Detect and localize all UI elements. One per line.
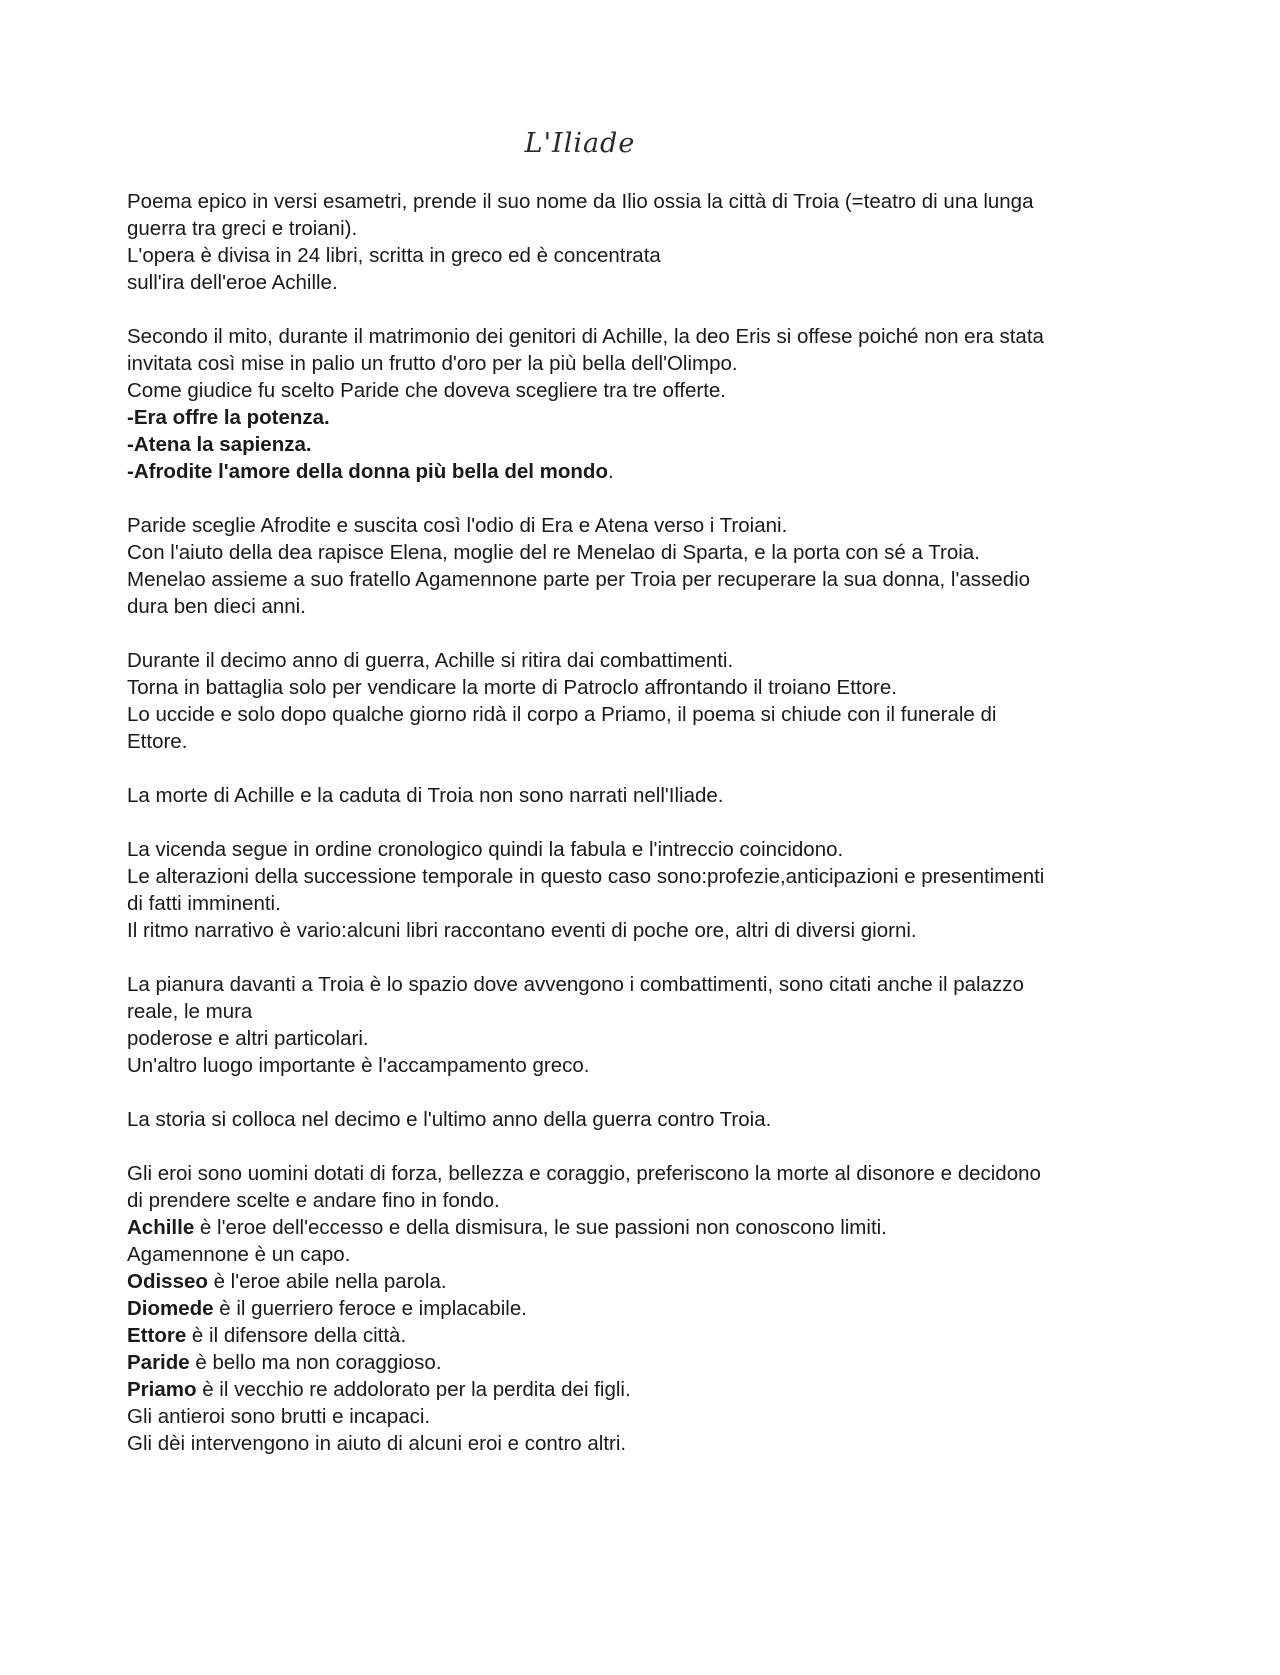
text-line: Gli antieroi sono brutti e incapaci. [127, 1405, 431, 1428]
hero-name: Ettore [127, 1324, 187, 1347]
offer-atena: -Atena la sapienza. [127, 433, 312, 456]
text-line: La morte di Achille e la caduta di Troia non sono narrati nell'Iliade. [127, 784, 724, 807]
text-line: La vicenda segue in ordine cronologico quindi la fabula e l'intreccio coincidono. [127, 838, 844, 861]
hero-name: Diomede [127, 1297, 214, 1320]
text-line: Con l'aiuto della dea rapisce Elena, moglie del re Menelao di Sparta, e la porta con sé a Troia. [127, 541, 980, 564]
paragraph-vicenda [127, 836, 1167, 944]
text-line: Un'altro luogo importante è l'accampamento greco. [127, 1054, 590, 1077]
text-line: L'opera è divisa in 24 libri, scritta in greco ed è concentrata [127, 244, 661, 267]
text-line: invitata così mise in palio un frutto d'oro per la più bella dell'Olimpo. [127, 352, 738, 375]
text-line: Ettore. [127, 730, 188, 753]
text-line: sull'ira dell'eroe Achille. [127, 271, 338, 294]
offer-afrodite: -Afrodite l'amore della donna più bella del mondo [127, 460, 608, 483]
hero-name: Priamo [127, 1378, 197, 1401]
paragraph-intro [127, 188, 1167, 296]
hero-name: Odisseo [127, 1270, 208, 1293]
hero-name: Paride [127, 1351, 190, 1374]
text-line: Torna in battaglia solo per vendicare la morte di Patroclo affrontando il troiano Ettore. [127, 676, 897, 699]
document-title: L'Iliade [524, 128, 636, 159]
text-line: Poema epico in versi esametri, prende il suo nome da Ilio ossia la città di Troia (=teatro di una lunga [127, 190, 1034, 213]
text-line: Gli dèi intervengono in aiuto di alcuni eroi e contro altri. [127, 1432, 627, 1455]
offer-era: -Era offre la potenza. [127, 406, 330, 429]
text-line: Agamennone è un capo. [127, 1243, 351, 1266]
hero-line-paride [127, 1349, 1167, 1376]
text-line: di fatti imminenti. [127, 892, 281, 915]
paragraph-paride [127, 512, 1167, 620]
text-line: Menelao assieme a suo fratello Agamennone parte per Troia per recuperare la sua donna, l'assedio [127, 568, 1031, 591]
text-line: Secondo il mito, durante il matrimonio dei genitori di Achille, la deo Eris si offese poiché non era stata [127, 325, 1044, 348]
offer-line [127, 458, 1167, 485]
paragraph-spazio [127, 971, 1167, 1079]
hero-description: è bello ma non coraggioso. [189, 1351, 442, 1374]
hero-description: è il guerriero feroce e implacabile. [213, 1297, 527, 1320]
text-line: Lo uccide e solo dopo qualche giorno ridà il corpo a Priamo, il poema si chiude con il funerale di [127, 703, 997, 726]
text-line: dura ben dieci anni. [127, 595, 306, 618]
text-line: reale, le mura [127, 1000, 253, 1023]
offer-afrodite-period: . [607, 460, 614, 483]
hero-description: è l'eroe abile nella parola. [207, 1270, 447, 1293]
paragraph-morte-achille [127, 782, 1167, 809]
text-line: Le alterazioni della successione temporale in questo caso sono:profezie,anticipazioni e presentimenti [127, 865, 1045, 888]
hero-line-ettore [127, 1322, 1167, 1349]
paragraph-myth [127, 323, 1167, 485]
hero-line-diomede [127, 1295, 1167, 1322]
text-line: Il ritmo narrativo è vario:alcuni libri raccontano eventi di poche ore, altri di diversi giorni. [127, 919, 917, 942]
hero-description: è il difensore della città. [186, 1324, 407, 1347]
text-line: La storia si colloca nel decimo e l'ultimo anno della guerra contro Troia. [127, 1108, 772, 1131]
text-line: Gli eroi sono uomini dotati di forza, bellezza e coraggio, preferiscono la morte al disonore e decidono [127, 1162, 1041, 1185]
hero-line-achille [127, 1214, 1167, 1241]
text-line: di prendere scelte e andare fino in fondo. [127, 1189, 500, 1212]
hero-line-priamo [127, 1376, 1167, 1403]
text-line: La pianura davanti a Troia è lo spazio dove avvengono i combattimenti, sono citati anche il palazzo [127, 973, 1024, 996]
text-line: Paride sceglie Afrodite e suscita così l'odio di Era e Atena verso i Troiani. [127, 514, 788, 537]
text-line: Durante il decimo anno di guerra, Achille si ritira dai combattimenti. [127, 649, 734, 672]
text-line: poderose e altri particolari. [127, 1027, 369, 1050]
hero-description: è l'eroe dell'eccesso e della dismisura, le sue passioni non conoscono limiti. [194, 1216, 887, 1239]
document-body [127, 188, 1167, 1484]
text-line: Come giudice fu scelto Paride che doveva scegliere tra tre offerte. [127, 379, 726, 402]
offer-line [127, 404, 1167, 431]
hero-line-odisseo [127, 1268, 1167, 1295]
offer-line [127, 431, 1167, 458]
paragraph-decimo-anno [127, 647, 1167, 755]
paragraph-tempo [127, 1106, 1167, 1133]
hero-description: è il vecchio re addolorato per la perdita dei figli. [196, 1378, 631, 1401]
text-line: guerra tra greci e troiani). [127, 217, 358, 240]
paragraph-eroi [127, 1160, 1167, 1457]
hero-name: Achille [127, 1216, 195, 1239]
